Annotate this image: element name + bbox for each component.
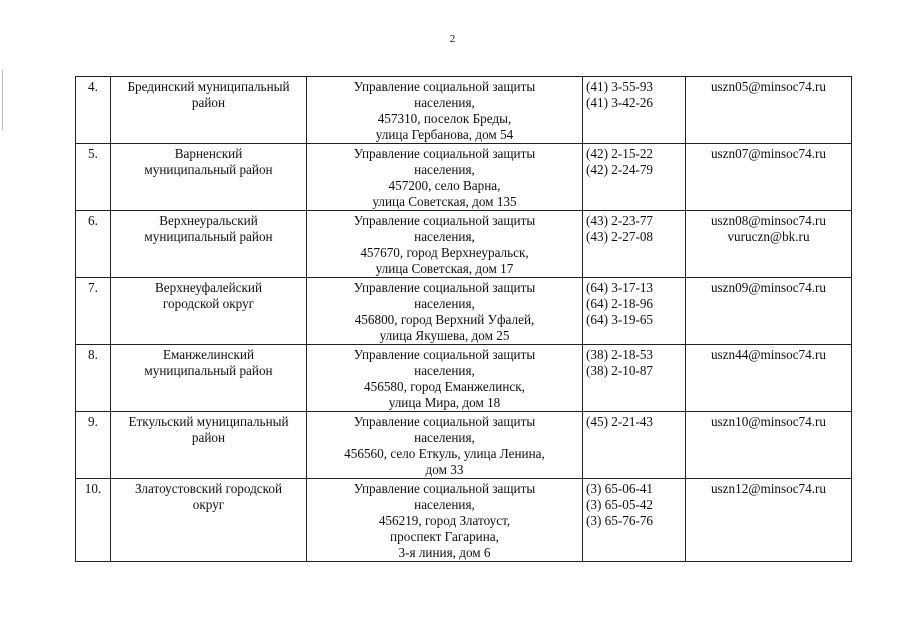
scan-edge-mark (2, 70, 3, 130)
phone-numbers: (42) 2-15-22 (42) 2-24-79 (583, 144, 686, 211)
email-addresses (686, 278, 852, 345)
table-row (76, 144, 852, 211)
email-addresses (686, 77, 852, 144)
organization-address: Управление социальной защиты населения, 456800, город Верхний Уфалей, улица Якушева, дом 25 (307, 278, 583, 345)
municipality-name: Варненский муниципальный район (111, 144, 307, 211)
email-addresses (686, 345, 852, 412)
organization-address: Управление социальной защиты населения, 457200, село Варна, улица Советская, дом 135 (307, 144, 583, 211)
row-number: 6. (76, 211, 111, 278)
email-link[interactable]: uszn07@minsoc74.ru (710, 146, 827, 161)
organization-address: Управление социальной защиты населения, 456580, город Еманжелинск, улица Мира, дом 18 (307, 345, 583, 412)
organization-address: Управление социальной защиты населения, 456560, село Еткуль, улица Ленина, дом 33 (307, 412, 583, 479)
phone-numbers: (38) 2-18-53 (38) 2-10-87 (583, 345, 686, 412)
email-link[interactable]: uszn08@minsoc74.ru (710, 213, 827, 228)
phone-numbers: (41) 3-55-93 (41) 3-42-26 (583, 77, 686, 144)
email-link[interactable]: uszn05@minsoc74.ru (710, 79, 827, 94)
organization-address: Управление социальной защиты населения, 456219, город Златоуст, проспект Гагарина, 3-я линия, дом 6 (307, 479, 583, 562)
row-number: 4. (76, 77, 111, 144)
row-number: 9. (76, 412, 111, 479)
table-row (76, 77, 852, 144)
row-number: 5. (76, 144, 111, 211)
page-number: 2 (449, 33, 456, 45)
phone-numbers: (3) 65-06-41 (3) 65-05-42 (3) 65-76-76 (583, 479, 686, 562)
phone-numbers: (43) 2-23-77 (43) 2-27-08 (583, 211, 686, 278)
organization-address: Управление социальной защиты населения, 457670, город Верхнеуральск, улица Советская, дом 17 (307, 211, 583, 278)
municipality-name: Златоустовский городской округ (111, 479, 307, 562)
row-number: 8. (76, 345, 111, 412)
email-link[interactable]: vuruczn@bk.ru (727, 229, 810, 244)
municipality-name: Еманжелинский муниципальный район (111, 345, 307, 412)
email-addresses (686, 144, 852, 211)
email-addresses (686, 211, 852, 278)
municipality-name: Брединский муниципальный район (111, 77, 307, 144)
phone-numbers: (64) 3-17-13 (64) 2-18-96 (64) 3-19-65 (583, 278, 686, 345)
table-row (76, 278, 852, 345)
phone-numbers: (45) 2-21-43 (583, 412, 686, 479)
social-protection-directory-table (75, 76, 852, 562)
organization-address: Управление социальной защиты населения, 457310, поселок Бреды, улица Гербанова, дом 54 (307, 77, 583, 144)
table-row (76, 345, 852, 412)
municipality-name: Верхнеуфалейский городской округ (111, 278, 307, 345)
email-link[interactable]: uszn12@minsoc74.ru (710, 481, 827, 496)
municipality-name: Еткульский муниципальный район (111, 412, 307, 479)
row-number: 7. (76, 278, 111, 345)
email-addresses (686, 479, 852, 562)
email-link[interactable]: uszn44@minsoc74.ru (710, 347, 827, 362)
row-number: 10. (76, 479, 111, 562)
table-row (76, 211, 852, 278)
email-link[interactable]: uszn10@minsoc74.ru (710, 414, 827, 429)
municipality-name: Верхнеуральский муниципальный район (111, 211, 307, 278)
table-row (76, 412, 852, 479)
email-addresses (686, 412, 852, 479)
email-link[interactable]: uszn09@minsoc74.ru (710, 280, 827, 295)
table-row (76, 479, 852, 562)
